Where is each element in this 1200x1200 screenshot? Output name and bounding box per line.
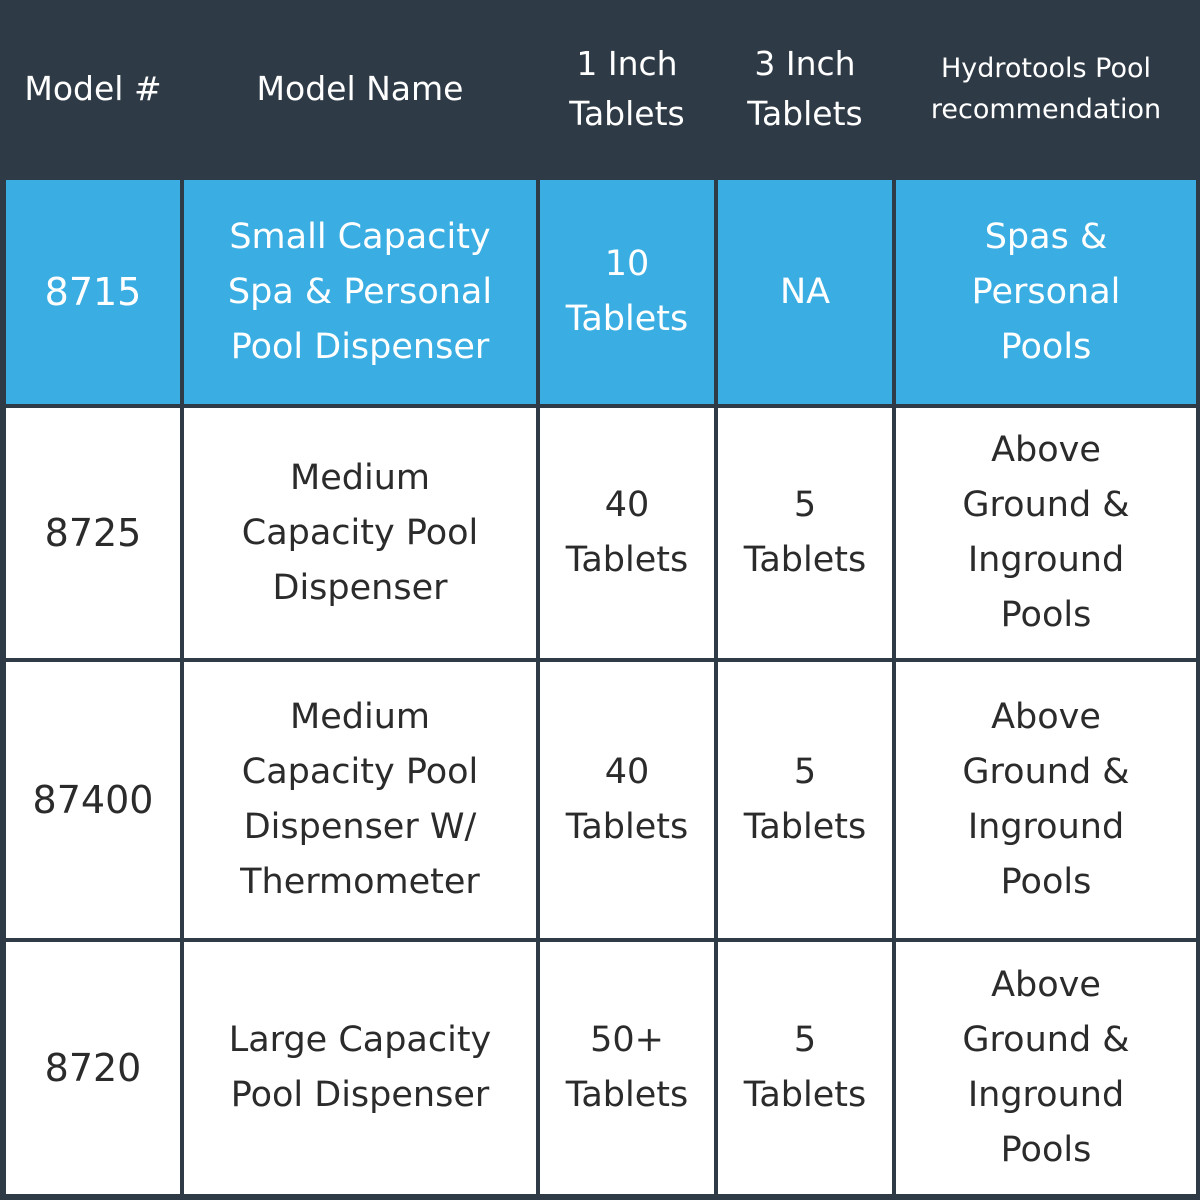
model-name-cell: Large Capacity Pool Dispenser bbox=[184, 942, 536, 1194]
header-model-name: Model Name bbox=[256, 69, 464, 108]
table-row bbox=[0, 662, 1200, 938]
recommendation-cell: Above Ground & Inground Pools bbox=[896, 662, 1196, 938]
model-number-cell: 87400 bbox=[6, 662, 180, 938]
model-name-cell: Medium Capacity Pool Dispenser W/ Thermometer bbox=[184, 662, 536, 938]
table-header bbox=[0, 0, 1200, 178]
header-model-number: Model # bbox=[24, 69, 162, 108]
table-row bbox=[0, 180, 1200, 404]
three-inch-tablets-cell: 5 Tablets bbox=[718, 408, 892, 658]
recommendation-cell: Above Ground & Inground Pools bbox=[896, 942, 1196, 1194]
table-row bbox=[0, 408, 1200, 658]
three-inch-tablets-cell: NA bbox=[718, 180, 892, 404]
header-three-inch-tablets: 3 Inch Tablets bbox=[747, 44, 863, 133]
table-row bbox=[0, 942, 1200, 1194]
recommendation-cell: Above Ground & Inground Pools bbox=[896, 408, 1196, 658]
recommendation-cell: Spas & Personal Pools bbox=[896, 180, 1196, 404]
one-inch-tablets-cell: 40 Tablets bbox=[540, 408, 714, 658]
one-inch-tablets-cell: 40 Tablets bbox=[540, 662, 714, 938]
header-recommendation: Hydrotools Pool recommendation bbox=[930, 53, 1162, 125]
model-number-cell: 8720 bbox=[6, 942, 180, 1194]
one-inch-tablets-cell: 50+ Tablets bbox=[540, 942, 714, 1194]
model-number-cell: 8725 bbox=[6, 408, 180, 658]
three-inch-tablets-cell: 5 Tablets bbox=[718, 662, 892, 938]
model-name-cell: Small Capacity Spa & Personal Pool Dispenser bbox=[184, 180, 536, 404]
header-one-inch-tablets: 1 Inch Tablets bbox=[569, 44, 685, 133]
one-inch-tablets-cell: 10 Tablets bbox=[540, 180, 714, 404]
model-name-cell: Medium Capacity Pool Dispenser bbox=[184, 408, 536, 658]
three-inch-tablets-cell: 5 Tablets bbox=[718, 942, 892, 1194]
model-number-cell: 8715 bbox=[6, 180, 180, 404]
